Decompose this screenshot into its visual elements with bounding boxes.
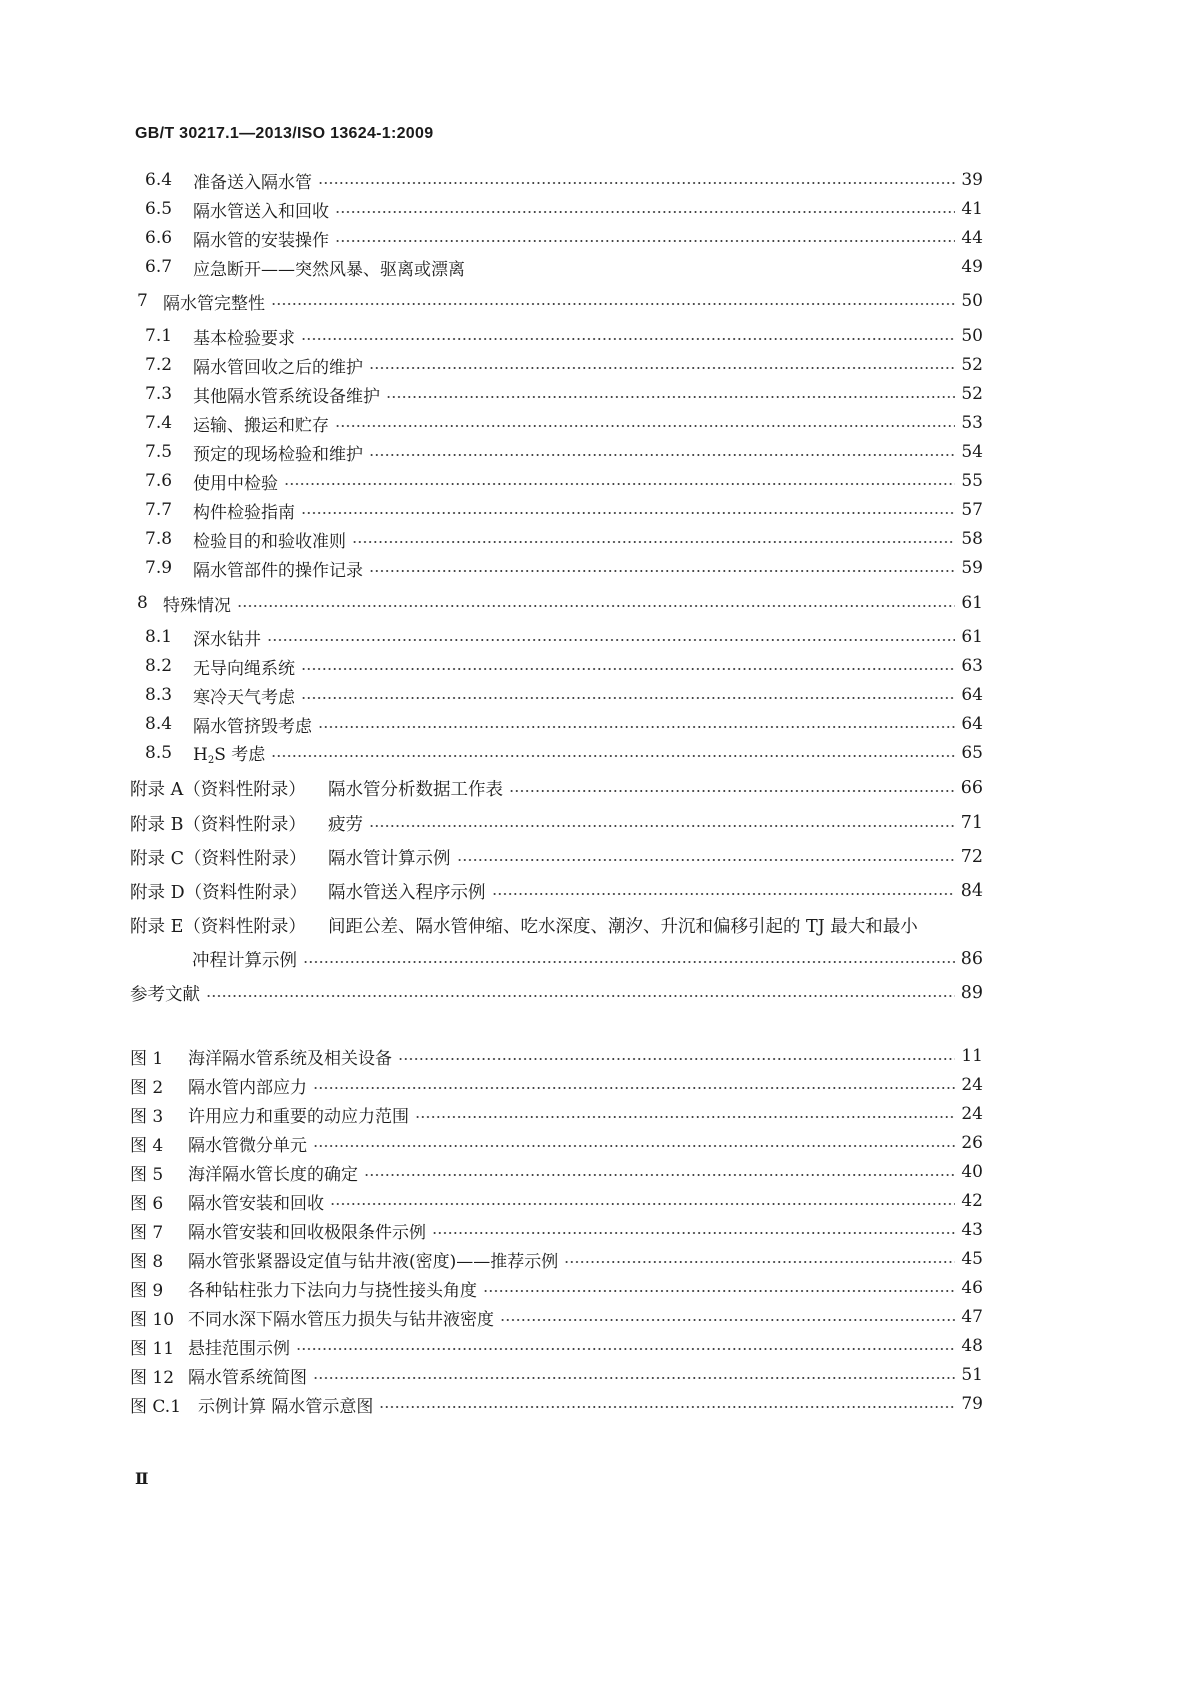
toc-entry[interactable] [145, 468, 983, 494]
entry-title: 准备送入隔水管 [193, 172, 312, 193]
entry-page: 54 [961, 442, 983, 462]
toc-bibliography-entry[interactable] [130, 980, 983, 1006]
figure-list-entry[interactable] [130, 1275, 983, 1301]
toc-entry[interactable] [145, 254, 983, 280]
entry-page: 71 [960, 813, 983, 833]
entry-page: 39 [961, 170, 983, 190]
toc-entry[interactable] [145, 711, 983, 737]
entry-number: 6.4 [145, 170, 173, 190]
entry-page: 40 [961, 1162, 983, 1182]
entry-page: 61 [961, 627, 983, 647]
toc-entry[interactable] [145, 167, 983, 193]
annex-label: 附录 C（资料性附录） [130, 848, 307, 869]
leader-dots [206, 995, 955, 997]
entry-page: 58 [961, 529, 983, 549]
figure-title: 海洋隔水管长度的确定 [188, 1164, 358, 1185]
leader-dots [432, 1232, 955, 1234]
entry-title: 隔水管部件的操作记录 [193, 560, 363, 581]
subscript-2: 2 [207, 755, 215, 766]
entry-page: 86 [960, 949, 983, 969]
leader-dots [301, 697, 955, 699]
entry-page: 42 [961, 1191, 983, 1211]
toc-annex-entry[interactable] [130, 810, 983, 836]
entry-number: 7 [137, 291, 148, 311]
entry-title: 检验目的和验收准则 [193, 531, 346, 552]
leader-dots [352, 541, 955, 543]
figure-number: 图 6 [130, 1193, 164, 1214]
leader-dots [369, 825, 955, 827]
figure-title: 隔水管安装和回收极限条件示例 [188, 1222, 426, 1243]
toc-entry[interactable] [145, 225, 983, 251]
entry-page: 52 [961, 355, 983, 375]
entry-page: 45 [961, 1249, 983, 1269]
entry-number: 6.6 [145, 228, 173, 248]
toc-entry[interactable] [145, 439, 983, 465]
leader-dots [330, 1203, 955, 1205]
entry-title: 预定的现场检验和维护 [193, 444, 363, 465]
entry-page: 49 [961, 257, 983, 277]
figure-list-entry[interactable] [130, 1101, 983, 1127]
entry-title: 隔水管送入和回收 [193, 201, 329, 222]
entry-page: 11 [961, 1046, 983, 1066]
entry-page: 47 [961, 1307, 983, 1327]
annex-label: 附录 A（资料性附录） [130, 779, 306, 800]
toc-entry[interactable] [145, 526, 983, 552]
figure-number: 图 3 [130, 1106, 164, 1127]
leader-dots [369, 570, 955, 572]
figure-title: 隔水管张紧器设定值与钻井液(密度)——推荐示例 [188, 1251, 559, 1272]
leader-dots [492, 893, 955, 895]
leader-dots [284, 483, 955, 485]
entry-page: 43 [961, 1220, 983, 1240]
figure-number: 图 C.1 [130, 1396, 182, 1417]
entry-page: 46 [961, 1278, 983, 1298]
figure-number: 图 12 [130, 1367, 175, 1388]
figure-title: 各种钻柱张力下法向力与挠性接头角度 [188, 1280, 477, 1301]
leader-dots [303, 961, 955, 963]
entry-title: 使用中检验 [193, 473, 278, 494]
entry-page: 64 [961, 685, 983, 705]
figure-number: 图 8 [130, 1251, 164, 1272]
figure-title: 悬挂范围示例 [188, 1338, 290, 1359]
entry-title: 隔水管挤毁考虑 [193, 716, 312, 737]
entry-title-part: H [193, 745, 208, 765]
leader-dots [379, 1406, 955, 1408]
figure-title: 隔水管内部应力 [188, 1077, 307, 1098]
entry-number: 7.4 [145, 413, 173, 433]
figure-list-entry[interactable] [130, 1304, 983, 1330]
toc-entry[interactable] [145, 682, 983, 708]
entry-title: 应急断开——突然风暴、驱离或漂离 [193, 259, 465, 280]
leader-dots [267, 639, 955, 641]
document-code-header: GB/T 30217.1—2013/ISO 13624-1:2009 [135, 125, 434, 142]
figure-number: 图 11 [130, 1338, 175, 1359]
toc-entry[interactable] [137, 288, 983, 314]
toc-entry[interactable] [137, 590, 983, 616]
entry-title: 隔水管的安装操作 [193, 230, 329, 251]
toc-entry[interactable] [145, 352, 983, 378]
entry-page: 59 [961, 558, 983, 578]
toc-entry[interactable] [145, 410, 983, 436]
entry-page: 55 [961, 471, 983, 491]
leader-dots [335, 240, 955, 242]
entry-title: 无导向绳系统 [193, 658, 295, 679]
figure-title: 许用应力和重要的动应力范围 [188, 1106, 409, 1127]
figure-number: 图 2 [130, 1077, 164, 1098]
entry-title: 基本检验要求 [193, 328, 295, 349]
entry-page: 41 [961, 199, 983, 219]
entry-page: 64 [961, 714, 983, 734]
entry-page: 84 [960, 881, 983, 901]
entry-page: 24 [961, 1075, 983, 1095]
entry-page: 53 [961, 413, 983, 433]
figure-list-entry[interactable] [130, 1130, 983, 1156]
leader-dots [237, 605, 955, 607]
entry-title: 隔水管完整性 [163, 293, 265, 314]
figure-list-entry[interactable] [130, 1217, 983, 1243]
toc-entry[interactable] [145, 740, 983, 766]
leader-dots [457, 859, 955, 861]
entry-title: 深水钻井 [193, 629, 261, 650]
toc-entry[interactable] [145, 196, 983, 222]
entry-page: 51 [961, 1365, 983, 1385]
leader-dots [318, 726, 955, 728]
entry-page: 52 [961, 384, 983, 404]
figure-list-entry[interactable] [130, 1333, 983, 1359]
entry-number: 6.5 [145, 199, 173, 219]
figure-title: 不同水深下隔水管压力损失与钻井液密度 [188, 1309, 494, 1330]
toc-annex-continuation[interactable] [192, 946, 983, 972]
entry-number: 7.3 [145, 384, 173, 404]
figure-list-entry[interactable] [130, 1072, 983, 1098]
toc-annex-entry[interactable] [130, 912, 983, 938]
entry-page: 50 [961, 326, 983, 346]
entry-page: 57 [961, 500, 983, 520]
entry-page: 24 [961, 1104, 983, 1124]
entry-number: 8.3 [145, 685, 173, 705]
entry-number: 7.9 [145, 558, 173, 578]
entry-page: 79 [961, 1394, 983, 1414]
entry-number: 8.2 [145, 656, 173, 676]
annex-title: 疲劳 [328, 814, 363, 835]
figure-list-entry[interactable] [130, 1159, 983, 1185]
annex-label: 附录 E（资料性附录） [130, 916, 306, 937]
entry-title-part: S 考虑 [214, 745, 266, 765]
entry-title [193, 740, 265, 766]
entry-number: 7.1 [145, 326, 173, 346]
entry-page: 66 [960, 778, 983, 798]
figure-list-entry[interactable] [130, 1362, 983, 1388]
leader-dots [483, 1290, 955, 1292]
leader-dots [301, 512, 955, 514]
entry-page: 26 [961, 1133, 983, 1153]
entry-number: 7.2 [145, 355, 173, 375]
bibliography-title: 参考文献 [130, 984, 200, 1005]
leader-dots [564, 1261, 955, 1263]
annex-label: 附录 B（资料性附录） [130, 814, 306, 835]
entry-number: 8 [137, 593, 148, 613]
figure-title: 海洋隔水管系统及相关设备 [188, 1048, 392, 1069]
leader-dots [301, 338, 955, 340]
figure-list-entry[interactable] [130, 1246, 983, 1272]
entry-title: 构件检验指南 [193, 502, 295, 523]
entry-number: 8.1 [145, 627, 173, 647]
entry-number: 7.6 [145, 471, 173, 491]
entry-title: 隔水管回收之后的维护 [193, 357, 363, 378]
annex-title-continuation: 冲程计算示例 [192, 950, 297, 971]
leader-dots [386, 396, 955, 398]
leader-dots [296, 1348, 955, 1350]
entry-page: 61 [961, 593, 983, 613]
entry-page: 44 [961, 228, 983, 248]
entry-number: 6.7 [145, 257, 173, 277]
entry-title: 运输、搬运和贮存 [193, 415, 329, 436]
entry-page: 89 [960, 983, 983, 1003]
leader-dots [313, 1377, 955, 1379]
leader-dots [364, 1174, 955, 1176]
leader-dots [369, 454, 955, 456]
leader-dots [271, 303, 955, 305]
page-number-footer: Ⅱ [135, 1469, 149, 1488]
figure-number: 图 5 [130, 1164, 164, 1185]
toc-annex-entry[interactable] [130, 844, 983, 870]
toc-entry[interactable] [145, 497, 983, 523]
figure-title: 示例计算 隔水管示意图 [198, 1396, 374, 1417]
toc-entry[interactable] [145, 323, 983, 349]
toc-annex-entry[interactable] [130, 878, 983, 904]
entry-number: 7.7 [145, 500, 173, 520]
leader-dots [318, 182, 955, 184]
figure-number: 图 7 [130, 1222, 164, 1243]
figure-title: 隔水管微分单元 [188, 1135, 307, 1156]
toc-entry[interactable] [145, 555, 983, 581]
entry-title: 特殊情况 [163, 595, 231, 616]
leader-dots [509, 790, 955, 792]
annex-title: 隔水管分析数据工作表 [328, 779, 503, 800]
entry-number: 8.4 [145, 714, 173, 734]
entry-number: 7.8 [145, 529, 173, 549]
annex-label: 附录 D（资料性附录） [130, 882, 308, 903]
figure-list-entry[interactable] [130, 1188, 983, 1214]
figure-list-entry[interactable] [130, 1043, 983, 1069]
leader-dots [398, 1058, 955, 1060]
leader-dots [369, 367, 955, 369]
entry-number: 8.5 [145, 743, 173, 763]
figure-title: 隔水管安装和回收 [188, 1193, 324, 1214]
leader-dots [335, 211, 955, 213]
leader-dots [301, 668, 955, 670]
toc-entry[interactable] [145, 624, 983, 650]
entry-number: 7.5 [145, 442, 173, 462]
entry-page: 48 [961, 1336, 983, 1356]
leader-dots [313, 1145, 955, 1147]
figure-list-entry[interactable] [130, 1391, 983, 1417]
leader-dots [335, 425, 955, 427]
toc-entry[interactable] [145, 381, 983, 407]
figure-title: 隔水管系统简图 [188, 1367, 307, 1388]
leader-dots [415, 1116, 955, 1118]
leader-dots [500, 1319, 955, 1321]
entry-title: 寒冷天气考虑 [193, 687, 295, 708]
leader-dots [313, 1087, 955, 1089]
figure-number: 图 9 [130, 1280, 164, 1301]
entry-page: 63 [961, 656, 983, 676]
annex-title: 间距公差、隔水管伸缩、吃水深度、潮汐、升沉和偏移引起的 TJ 最大和最小 [328, 916, 918, 937]
toc-annex-entry[interactable] [130, 775, 983, 801]
figure-number: 图 4 [130, 1135, 164, 1156]
entry-page: 72 [960, 847, 983, 867]
figure-number: 图 10 [130, 1309, 175, 1330]
leader-dots [271, 755, 955, 757]
annex-title: 隔水管送入程序示例 [328, 882, 486, 903]
entry-page: 50 [961, 291, 983, 311]
figure-number: 图 1 [130, 1048, 164, 1069]
entry-page: 65 [961, 743, 983, 763]
toc-entry[interactable] [145, 653, 983, 679]
entry-title: 其他隔水管系统设备维护 [193, 386, 380, 407]
annex-title: 隔水管计算示例 [328, 848, 451, 869]
